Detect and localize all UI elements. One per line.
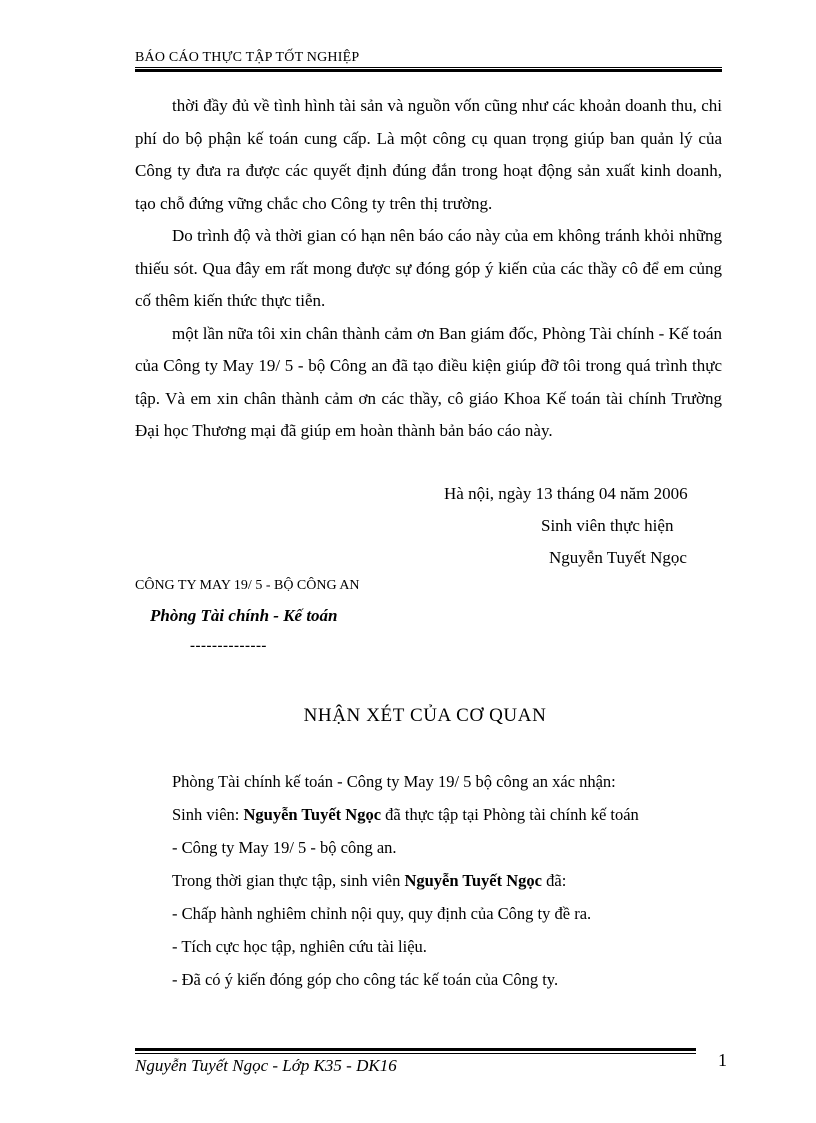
review-student-prefix: Sinh viên: xyxy=(172,805,244,824)
signature-date: Hà nội, ngày 13 tháng 04 năm 2006 xyxy=(444,484,688,503)
footer-rule-thin xyxy=(135,1053,696,1054)
review-line-company: - Công ty May 19/ 5 - bộ công an. xyxy=(172,838,397,857)
review-period-prefix: Trong thời gian thực tập, sinh viên xyxy=(172,871,405,890)
review-period-suffix: đã: xyxy=(542,871,567,890)
review-line-student xyxy=(172,798,727,831)
review-bullet: - Đã có ý kiến đóng góp cho công tác kế toán của Công ty. xyxy=(172,970,559,989)
paragraph-thanks: một lần nữa tôi xin chân thành cảm ơn Ban giám đốc, Phòng Tài chính - Kế toán của Công ty May 19/ 5 - bộ Công an đã tạo điều kiện giúp đỡ tôi trong quá trình thực tập. Và em xin chân thành cảm ơn các thầy, cô giáo Khoa Kế toán tài chính Trường Đại học Thương mại đã giúp em hoàn thành bản báo cáo này. xyxy=(135,323,722,440)
review-heading: NHẬN XÉT CỦA CƠ QUAN xyxy=(303,705,547,726)
header-rule-thin xyxy=(135,67,722,68)
header-rule-thick xyxy=(135,69,722,72)
review-line-period xyxy=(172,864,727,897)
review-period-name: Nguyễn Tuyết Ngọc xyxy=(404,871,542,890)
review-line-confirm: Phòng Tài chính kế toán - Công ty May 19/ 5 bộ công an xác nhận: xyxy=(172,772,616,791)
department-name: Phòng Tài chính - Kế toán xyxy=(150,606,338,625)
page-number: 1 xyxy=(718,1050,727,1070)
footer-author: Nguyễn Tuyết Ngọc - Lớp K35 - DK16 xyxy=(135,1056,397,1075)
footer-rule-thick xyxy=(135,1048,696,1051)
signature-role: Sinh viên thực hiện xyxy=(541,516,674,535)
running-header-title: BÁO CÁO THỰC TẬP TỐT NGHIỆP xyxy=(135,50,360,65)
body-text xyxy=(135,90,722,448)
paragraph-limitations: Do trình độ và thời gian có hạn nên báo cáo này của em không tránh khỏi những thiếu sót. Qua đây em rất mong được sự đóng góp ý kiến của các thầy cô để em củng cố thêm kiến thức thực tiễn. xyxy=(135,226,722,310)
review-bullet: - Chấp hành nghiêm chỉnh nội quy, quy định của Công ty đề ra. xyxy=(172,904,592,923)
review-body xyxy=(172,765,727,996)
company-name: CÔNG TY MAY 19/ 5 - BỘ CÔNG AN xyxy=(135,578,360,593)
review-student-name: Nguyễn Tuyết Ngọc xyxy=(243,805,382,824)
paragraph-continuation: thời đầy đủ về tình hình tài sản và nguồn vốn cũng như các khoản doanh thu, chi phí do bộ phận kế toán cung cấp. Là một công cụ quan trọng giúp ban quản lý của Công ty đưa ra được các quyết định đúng đắn trong hoạt động sản xuất kinh doanh, tạo chỗ đứng vững chắc cho Công ty trên thị trường. xyxy=(135,96,722,213)
separator-dashes: -------------- xyxy=(190,638,267,654)
signature-name: Nguyễn Tuyết Ngọc xyxy=(549,548,687,567)
review-student-suffix: đã thực tập tại Phòng tài chính kế toán xyxy=(381,805,639,824)
review-bullet: - Tích cực học tập, nghiên cứu tài liệu. xyxy=(172,937,427,956)
